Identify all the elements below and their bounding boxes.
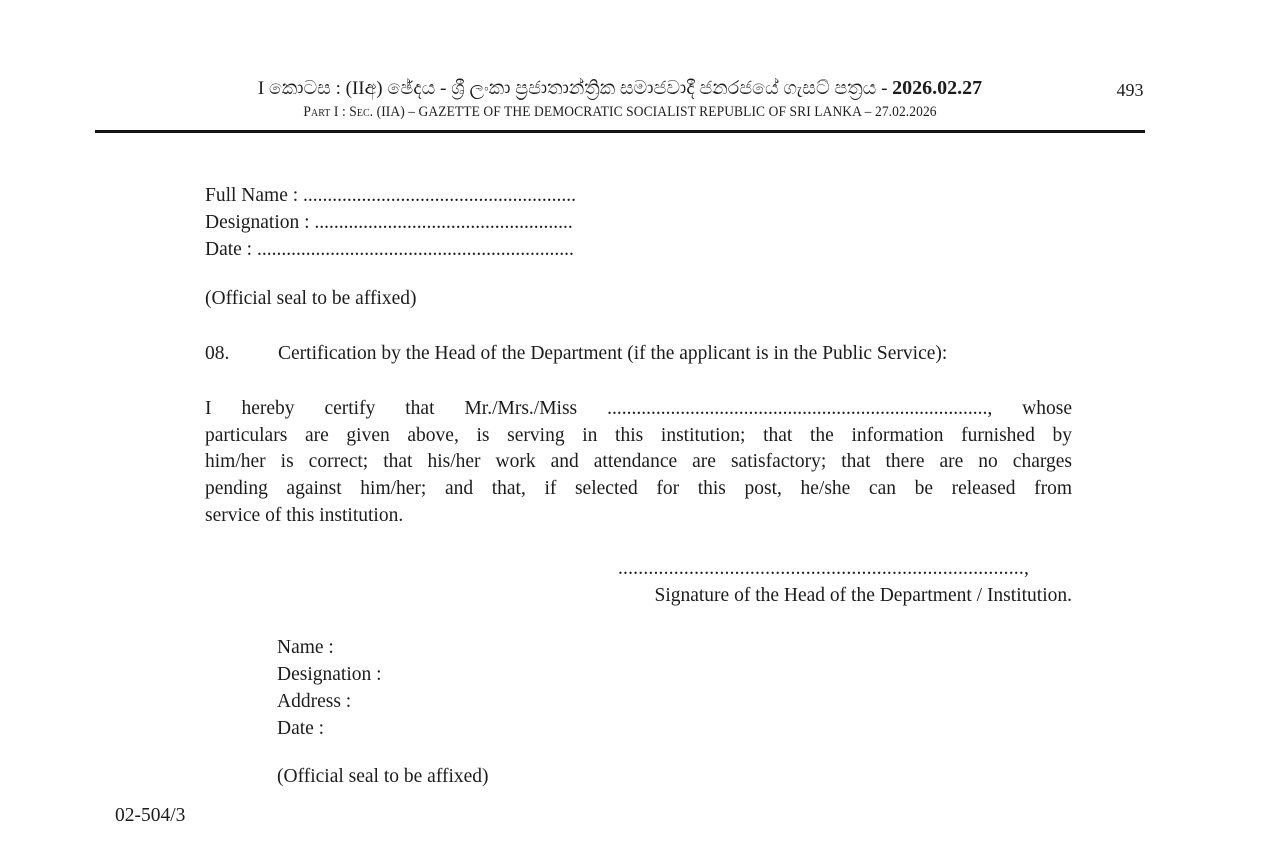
date-field: Date : ................................................................. (205, 239, 574, 260)
date-field-bottom: Date : (277, 718, 325, 739)
paragraph-line-5: service of this institution. (205, 504, 404, 526)
name-field: Name : (277, 637, 334, 658)
header-rule-divider (95, 130, 1145, 133)
section-number: 08. (205, 343, 230, 364)
header-sinhala-text: I කොටස : (IIඅ) ඡේදය - ශ්‍රී ලංකා ප්‍රජාතාන්ත්‍රික සමාජවාදී ජනරජයේ ගැසට් පත්‍රය - (257, 78, 888, 99)
section-08-heading (205, 343, 947, 365)
official-seal-note-top: (Official seal to be affixed) (205, 288, 417, 309)
designation-field-bottom: Designation : (277, 664, 382, 685)
applicant-signature-details (205, 182, 576, 263)
gazette-notice-reference: 02-504/3 (115, 805, 186, 826)
paragraph-line-4: pending against him/her; and that, if selected for this post, he/she can be released from (205, 478, 1072, 500)
paragraph-line-2: particulars are given above, is serving in this institution; that the information furnished by (205, 424, 1072, 446)
full-name-field: Full Name : ........................................................ (205, 185, 577, 206)
signature-dotted-line: ................................................................................, (617, 558, 1030, 579)
paragraph-line-3: him/her is correct; that his/her work and attendance are satisfactory; that there are no charges (205, 451, 1072, 473)
header-title-english: Part I : Sec. (IIA) – GAZETTE OF THE DEMOCRATIC SOCIALIST REPUBLIC OF SRI LANKA – 27.02.2026 (303, 104, 937, 120)
signature-caption: Signature of the Head of the Department / Institution. (654, 585, 1072, 606)
signature-block (575, 555, 1072, 609)
header-title-sinhala (95, 77, 1145, 100)
official-seal-note-bottom: (Official seal to be affixed) (277, 766, 489, 787)
page-number: 493 (1116, 80, 1144, 100)
head-of-department-details (277, 634, 382, 742)
address-field: Address : (277, 691, 352, 712)
certification-paragraph (205, 396, 1072, 530)
designation-field: Designation : ..................................................... (205, 212, 573, 233)
header-sinhala-date: 2026.02.27 (892, 77, 983, 99)
section-title: Certification by the Head of the Department (if the applicant is in the Public Service): (278, 343, 948, 364)
paragraph-line-1: I hereby certify that Mr./Mrs./Miss .............................................................................., whose (205, 398, 1072, 419)
